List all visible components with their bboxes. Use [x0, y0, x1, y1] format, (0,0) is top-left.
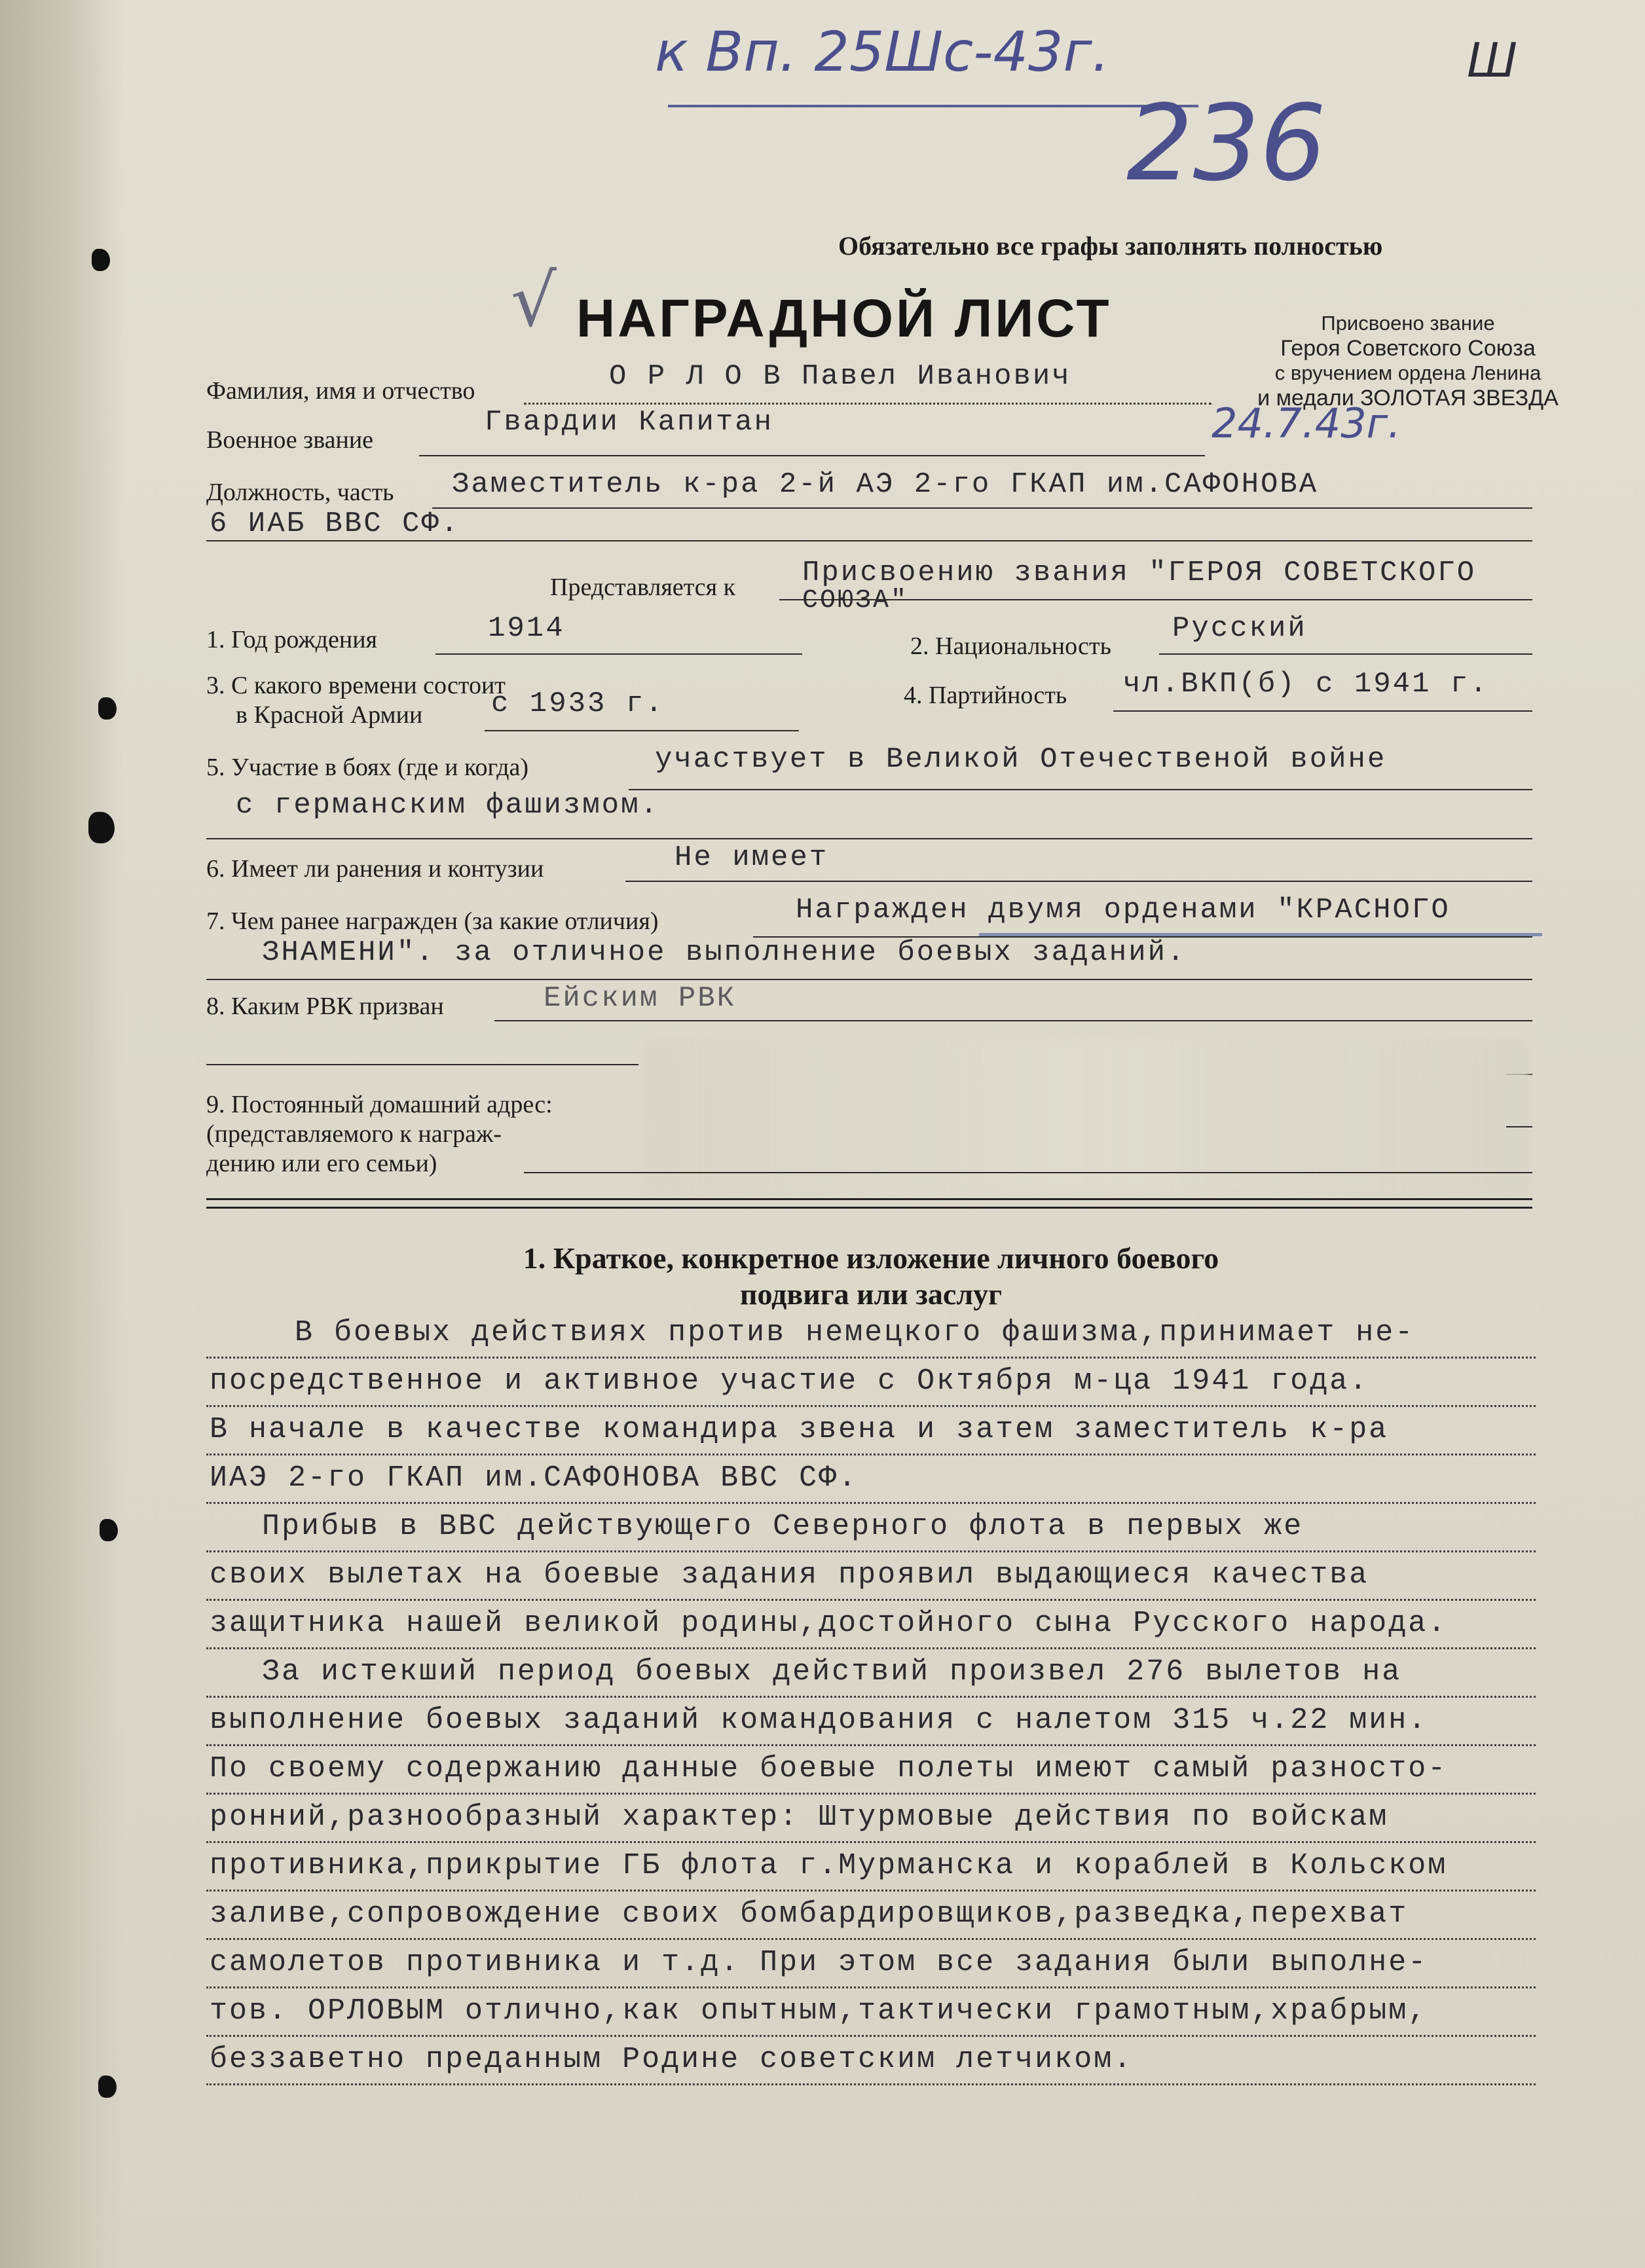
stamp-line: Героя Советского Союза [1280, 336, 1536, 361]
presented-to-label: Представляется к [550, 574, 736, 601]
narrative-rule [206, 1502, 1536, 1504]
field-line [1506, 1126, 1532, 1127]
awards-value: Награжден двумя орденами "КРАСНОГО [796, 894, 1451, 926]
field-line [1113, 710, 1532, 712]
section-divider [206, 1207, 1532, 1209]
nationality-value: Русский [1172, 612, 1307, 645]
reference-underline [668, 105, 1198, 107]
document-title: НАГРАДНОЙ ЛИСТ [576, 289, 1112, 348]
field-line [206, 838, 1532, 839]
birth-year-value: 1914 [488, 612, 565, 645]
rvk-value: Ейским РВК [544, 982, 737, 1015]
narrative-line: посредственное и активное участие с Октября м-ца 1941 года. [210, 1364, 1369, 1398]
position-value: Заместитель к-ра 2-й АЭ 2-го ГКАП им.САФОНОВА [452, 468, 1319, 501]
section-divider [206, 1198, 1532, 1200]
field-line [524, 1172, 1532, 1173]
presented-to-value-line2: СОЮЗА" [802, 586, 909, 615]
binding-hole [98, 2076, 117, 2098]
stamp-line: Присвоено звание [1321, 312, 1495, 335]
page-number: 236 [1126, 82, 1327, 204]
party-value: чл.ВКП(б) с 1941 г. [1123, 668, 1489, 701]
address-label: 9. Постоянный домашний адрес: [206, 1091, 553, 1118]
narrative-line: ИАЭ 2-го ГКАП им.САФОНОВА ВВС СФ. [210, 1461, 859, 1495]
narrative-line: тов. ОРЛОВЫМ отлично,как опытным,тактически грамотным,храбрым, [210, 1994, 1428, 2028]
corner-mark: Ш [1467, 33, 1517, 88]
nationality-label: 2. Национальность [910, 632, 1111, 660]
service-since-value: с 1933 г. [491, 687, 665, 720]
narrative-rule [206, 1405, 1536, 1407]
party-label: 4. Партийность [904, 682, 1067, 709]
handwritten-date: 24.7.43г. [1211, 399, 1401, 447]
narrative-line: выполнение боевых заданий командования с налетом 315 ч.22 мин. [210, 1704, 1428, 1737]
binding-hole [100, 1519, 118, 1541]
field-line [419, 455, 1205, 456]
redacted-address-area [645, 1038, 1529, 1195]
narrative-rule [206, 1841, 1536, 1843]
instruction-text: Обязательно все графы заполнять полностью [838, 231, 1383, 261]
narrative-rule [206, 1986, 1536, 1988]
name-value: О Р Л О В Павел Иванович [609, 360, 1071, 393]
handwritten-reference: к Вп. 25Шс-43г. [655, 20, 1110, 84]
narrative-line: заливе,сопровождение своих бомбардировщиков,разведка,перехват [210, 1897, 1409, 1931]
rvk-label: 8. Каким РВК призван [206, 993, 444, 1020]
battles-label: 5. Участие в боях (где и когда) [206, 754, 529, 781]
awards-label: 7. Чем ранее награжден (за какие отличия) [206, 907, 659, 935]
narrative-line: В начале в качестве командира звена и затем заместитель к-ра [210, 1413, 1389, 1446]
field-line [206, 1064, 638, 1065]
section-heading: 1. Краткое, конкретное изложение личного боевого [523, 1241, 1219, 1275]
field-line [625, 881, 1532, 882]
binding-edge [0, 0, 124, 2268]
check-mark: √ [511, 259, 557, 342]
narrative-line: самолетов противника и т.д. При этом все задания были выполне- [210, 1946, 1428, 1979]
narrative-rule [206, 1793, 1536, 1795]
field-line [432, 507, 1532, 509]
narrative-line: В боевых действиях против немецкого фашизма,принимает не- [295, 1316, 1415, 1349]
field-line [1159, 653, 1532, 655]
binding-hole [98, 697, 117, 720]
narrative-rule [206, 1357, 1536, 1359]
field-line [435, 653, 802, 655]
rank-label: Военное звание [206, 426, 374, 454]
narrative-rule [206, 1647, 1536, 1649]
stamp-line: и медали ЗОЛОТАЯ ЗВЕЗДА [1257, 386, 1559, 411]
name-label: Фамилия, имя и отчество [206, 377, 475, 405]
narrative-line: По своему содержанию данные боевые полеты имеют самый разносто- [210, 1752, 1448, 1785]
awards-value-line2: ЗНАМЕНИ". за отличное выполнение боевых заданий. [262, 936, 1187, 969]
wounds-value: Не имеет [675, 841, 829, 874]
narrative-rule [206, 2083, 1536, 2085]
position-label: Должность, часть [206, 479, 394, 506]
field-line [629, 789, 1532, 790]
field-line [206, 540, 1532, 541]
field-line [494, 1020, 1532, 1021]
service-since-label-line2: в Красной Армии [236, 701, 423, 729]
narrative-line: беззаветно преданным Родине советским летчиком. [210, 2043, 1134, 2076]
narrative-line: За истекший период боевых действий произвел 276 вылетов на [262, 1655, 1402, 1689]
narrative-line: своих вылетах на боевые задания проявил выдающиеся качества [210, 1558, 1369, 1592]
narrative-line: ронний,разнообразный характер: Штурмовые действия по войскам [210, 1801, 1389, 1834]
narrative-line: Прибыв в ВВС действующего Северного флота в первых же [262, 1510, 1304, 1543]
battles-value-line2: с германским фашизмом. [236, 789, 659, 822]
position-value-line2: 6 ИАБ ВВС СФ. [210, 507, 460, 540]
narrative-rule [206, 1454, 1536, 1455]
narrative-rule [206, 1696, 1536, 1698]
section-heading-line2: подвига или заслуг [739, 1277, 1003, 1311]
birth-year-label: 1. Год рождения [206, 626, 378, 653]
narrative-rule [206, 1599, 1536, 1601]
field-line [485, 730, 799, 731]
narrative-line: защитника нашей великой родины,достойного сына Русского народа. [210, 1607, 1448, 1640]
narrative-rule [206, 1744, 1536, 1746]
battles-value: участвует в Великой Отечественой войне [655, 743, 1387, 776]
narrative-rule [206, 1550, 1536, 1552]
binding-hole [88, 812, 115, 843]
hero-stamp [1231, 311, 1585, 411]
rank-value: Гвардии Капитан [485, 406, 774, 439]
field-dotted-line [524, 403, 1211, 405]
field-line [206, 979, 1532, 980]
binding-hole [92, 249, 110, 271]
presented-to-value: Присвоению звания "ГЕРОЯ СОВЕТСКОГО [802, 557, 1477, 589]
service-since-label: 3. С какого времени состоит [206, 672, 506, 699]
address-label-line3: дению или его семьи) [206, 1150, 437, 1177]
narrative-rule [206, 1938, 1536, 1940]
stamp-line: с вручением ордена Ленина [1274, 361, 1542, 384]
address-label-line2: (представляемого к награж- [206, 1120, 502, 1148]
wounds-label: 6. Имеет ли ранения и контузии [206, 855, 544, 883]
narrative-rule [206, 1890, 1536, 1892]
narrative-rule [206, 2035, 1536, 2037]
field-line [779, 599, 1532, 600]
narrative-line: противника,прикрытие ГБ флота г.Мурманска и кораблей в Кольском [210, 1849, 1448, 1882]
